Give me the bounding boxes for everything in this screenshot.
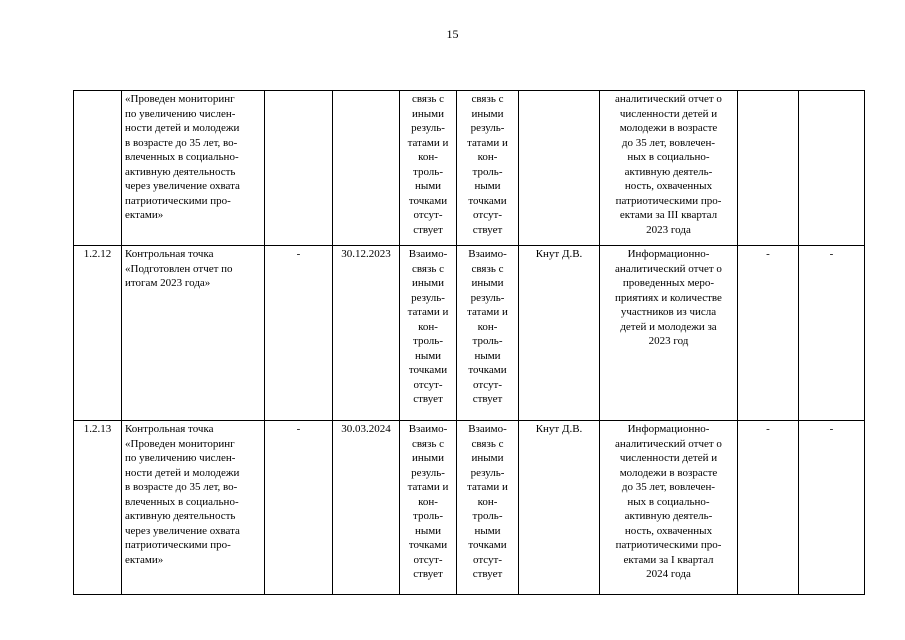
predecessor-link-cell: Взаимо- связь с иными резуль- татами и кон- троль- ными точками отсут- ствует <box>400 246 457 421</box>
start-date-cell: - <box>265 421 333 595</box>
control-point-name-cell: Контрольная точка «Подготовлен отчет по итогам 2023 года» <box>122 246 265 421</box>
start-date-cell: - <box>265 246 333 421</box>
successor-link-cell: связь с иными резуль- татами и кон- троль- ными точками отсут- ствует <box>457 91 519 246</box>
row-number-cell <box>74 91 122 246</box>
responsible-person-cell: Кнут Д.В. <box>519 421 600 595</box>
start-date-cell <box>265 91 333 246</box>
row-number-cell: 1.2.12 <box>74 246 122 421</box>
successor-link-cell: Взаимо- связь с иными резуль- татами и кон- троль- ными точками отсут- ствует <box>457 246 519 421</box>
result-document-cell: Информационно- аналитический отчет о численности детей и молодежи в возрасте до 35 лет, вовлечен- ных в социально- активную деятель- ность, охваченных патриотическими про- ектами за I квартал 2024 года <box>600 421 738 595</box>
control-level-cell <box>738 91 799 246</box>
control-point-name-cell: Контрольная точка «Проведен мониторинг по увеличению числен- ности детей и молодежи в возрасте до 35 лет, во- влеченных в социально- активную деятельность через увеличение охвата патриотическими про- ектами» <box>122 421 265 595</box>
responsible-person-cell <box>519 91 600 246</box>
table-row <box>74 421 865 595</box>
result-document-cell: аналитический отчет о численности детей и молодежи в возрасте до 35 лет, вовлечен- ных в социально- активную деятель- ность, охваченных патриотическими про- ектами за III квартал 2023 года <box>600 91 738 246</box>
table-row <box>74 246 865 421</box>
info-system-cell: - <box>799 246 865 421</box>
control-point-name-cell: «Проведен мониторинг по увеличению числен- ности детей и молодежи в возрасте до 35 лет, во- влеченных в социально- активную деятельность через увеличение охвата патриотическими про- ектами» <box>122 91 265 246</box>
result-document-cell: Информационно- аналитический отчет о проведенных меро- приятиях и количестве участников из числа детей и молодежи за 2023 год <box>600 246 738 421</box>
end-date-cell: 30.03.2024 <box>333 421 400 595</box>
control-level-cell: - <box>738 246 799 421</box>
responsible-person-cell: Кнут Д.В. <box>519 246 600 421</box>
end-date-cell <box>333 91 400 246</box>
page-number: 15 <box>446 27 459 41</box>
control-level-cell: - <box>738 421 799 595</box>
predecessor-link-cell: Взаимо- связь с иными резуль- татами и кон- троль- ными точками отсут- ствует <box>400 421 457 595</box>
row-number-cell: 1.2.13 <box>74 421 122 595</box>
table-row <box>74 91 865 246</box>
control-points-table <box>73 90 865 595</box>
predecessor-link-cell: связь с иными резуль- татами и кон- троль- ными точками отсут- ствует <box>400 91 457 246</box>
successor-link-cell: Взаимо- связь с иными резуль- татами и кон- троль- ными точками отсут- ствует <box>457 421 519 595</box>
info-system-cell: - <box>799 421 865 595</box>
end-date-cell: 30.12.2023 <box>333 246 400 421</box>
info-system-cell <box>799 91 865 246</box>
